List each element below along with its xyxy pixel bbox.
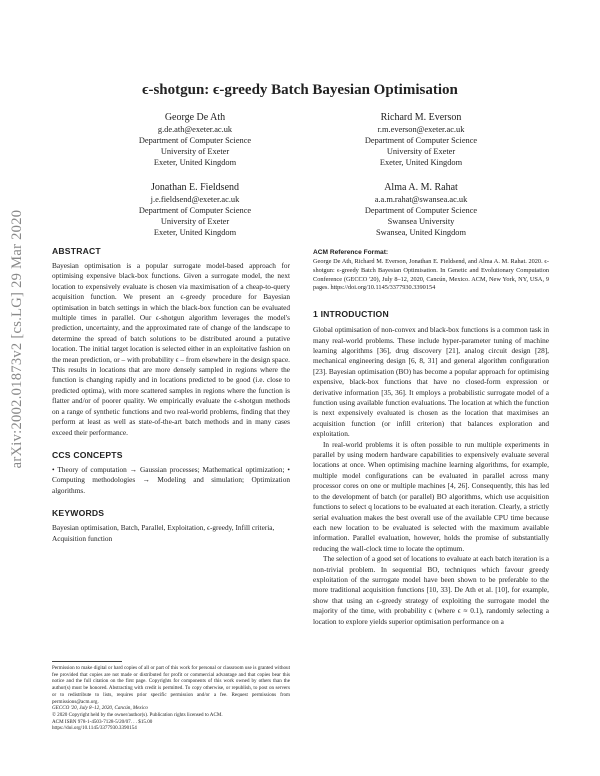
author-email: r.m.everson@exeter.ac.uk xyxy=(377,125,465,134)
intro-paragraph: In real-world problems it is often possible to run multiple experiments in parallel by using modern hardware capabilities to expensively evaluate several locations at once. When optimising machine learning algorithms, for example, multiple model configurations can be evaluated in parallel across many processor cores on one or multiple machines [4, 26]. Consequently, this has led to the development of batch (or parallel) BO algorithms, which use acquisition functions to select q locations to be evaluated at each iteration. Clearly, a strictly serial evaluation makes the best overall use of the available CPU time because each new location to be evaluated is selected with the maximum available information. Parallel evaluation, however, holds the promise of substantially reducing the wall-clock time to locate the optimum. xyxy=(313,439,549,553)
ccs-concepts: • Theory of computation → Gaussian processes; Mathematical optimization; • Computing methodologies → Modeling and simulation; Optimization algorithms. xyxy=(52,464,290,495)
right-column xyxy=(313,249,549,627)
paper-title: ϵ-shotgun: ϵ-greedy Batch Bayesian Optimisation xyxy=(142,82,458,98)
acm-reference-heading: ACM Reference Format: xyxy=(313,249,389,256)
isbn-line: ACM ISBN 978-1-4503-7128-5/20/07. . . $15.00 xyxy=(52,718,153,725)
author-email: j.e.fieldsend@exeter.ac.uk xyxy=(150,195,240,204)
keywords-heading: KEYWORDS xyxy=(52,508,105,519)
author-location: Exeter, United Kingdom xyxy=(153,158,237,167)
author-email: g.de.ath@exeter.ac.uk xyxy=(157,125,233,134)
left-column xyxy=(52,246,290,544)
abstract-text: Bayesian optimisation is a popular surrogate model-based approach for optimising expensive black-box functions. Given a surrogate model, the next location to expensively evaluate is chosen via maximisation of a cheap-to-query acquisition function. We present an ϵ-greedy procedure for Bayesian optimisation in batch settings in which the black-box function can be evaluated multiple times in parallel. Our ϵ-shotgun algorithm leverages the model's prediction, uncertainty, and the approximated rate of change of the landscape to determine the spread of batch solutions to be distributed around a putative location. The initial target location is selected either in an exploitative fashion on the mean prediction, or – with probability ϵ – from elsewhere in the design space. This results in locations that are more densely sampled in regions where the function is changing rapidly and in locations predicted to be good (i.e. close to predicted optima), with more scattered samples in regions where the function is flatter and/or of poorer quality. We empirically evaluate the ϵ-shotgun methods on a range of synthetic functions and two real-world problems, finding that they perform at least as well as state-of-the-art batch methods and in many cases exceed their performance. xyxy=(52,261,291,437)
intro-paragraph: Global optimisation of non-convex and black-box functions is a common task in many real-world problems. These include hyper-parameter tuning of machine learning algorithms [36], drug discovery [21], analog circuit design [28], mechanical engineering design [6, 8, 31] and general algorithm configuration [23]. Bayesian optimisation (BO) has become a popular approach for optimising expensive, black-box functions that have no closed-form expression or derivative information [35, 36]. It employs a probabilistic surrogate model of a function using available function evaluations. The location at which the function is next expensively evaluated is chosen as the location that maximises an acquisition function (or infill criterion) that balances exploration and exploitation. xyxy=(313,325,549,439)
permission-text: Permission to make digital or hard copies of all or part of this work for personal or classroom use is granted without fee provided that copies are not made or distributed for profit or commercial advantage and that copies bear this notice and the full citation on the first page. Copyrights for components of this work owned by others than the author(s) must be honored. Abstracting with credit is permitted. To copy otherwise, or republish, to post on servers or to redistribute to lists, requires prior specific permission and/or a fee. Request permissions from permissions@acm.org. xyxy=(52,665,290,705)
intro-paragraph: The selection of a good set of locations to evaluate at each batch iteration is a non-trivial problem. In sequential BO, techniques which favour greedy exploitation of the surrogate model have been shown to be preferable to the more traditional acquisition functions [10, 33]. De Ath et al. [10], for example, show that using an ϵ-greedy strategy of exploiting the surrogate model the majority of the time, with probability ϵ (where ϵ ≈ 0.1), randomly selecting a location to explore yields superior optimisation performance on a xyxy=(313,554,549,626)
author-location: Exeter, United Kingdom xyxy=(379,158,463,167)
keywords-text: Bayesian optimisation, Batch, Parallel, Exploitation, ϵ-greedy, Infill criteria, Acquisition function xyxy=(52,523,275,543)
author-block-2 xyxy=(326,111,516,168)
author-name: Alma A. M. Rahat xyxy=(384,182,458,193)
author-univ: University of Exeter xyxy=(386,147,456,156)
conference-line: GECCO '20, July 8–12, 2020, Cancún, Mexico xyxy=(52,705,148,712)
author-dept: Department of Computer Science xyxy=(364,136,478,145)
author-block-4 xyxy=(326,181,516,238)
author-location: Swansea, United Kingdom xyxy=(375,228,467,237)
author-univ: University of Exeter xyxy=(160,217,230,226)
copyright-line: © 2020 Copyright held by the owner/author(s). Publication rights licensed to ACM. xyxy=(52,711,223,718)
author-name: Richard M. Everson xyxy=(380,112,462,123)
author-name: George De Ath xyxy=(164,112,226,123)
permission-footnote xyxy=(52,665,290,732)
introduction-body xyxy=(313,325,549,627)
author-email: a.a.m.rahat@swansea.ac.uk xyxy=(374,195,468,204)
ccs-heading: CCS CONCEPTS xyxy=(52,449,123,460)
abstract-heading: ABSTRACT xyxy=(52,246,101,256)
author-univ: Swansea University xyxy=(387,217,455,226)
doi-line[interactable]: https://doi.org/10.1145/3377930.3390154 xyxy=(52,725,137,732)
introduction-heading: 1 INTRODUCTION xyxy=(313,309,389,320)
author-name: Jonathan E. Fieldsend xyxy=(150,182,240,193)
author-dept: Department of Computer Science xyxy=(364,206,478,215)
author-dept: Department of Computer Science xyxy=(138,136,252,145)
author-location: Exeter, United Kingdom xyxy=(153,228,237,237)
author-dept: Department of Computer Science xyxy=(138,206,252,215)
author-block-3 xyxy=(100,181,290,238)
arxiv-stamp: arXiv:2002.01873v2 [cs.LG] 29 Mar 2020 xyxy=(9,209,25,469)
footnote-rule xyxy=(52,661,122,662)
author-block-1 xyxy=(100,111,290,168)
acm-reference-text: George De Ath, Richard M. Everson, Jonathan E. Fieldsend, and Alma A. M. Rahat. 2020. ϵ-shotgun: ϵ-greedy Batch Bayesian Optimisation. In Genetic and Evolutionary Computation Conference (GECCO '20), July 8–12, 2020, Cancún, Mexico. ACM, New York, NY, USA, 9 pages. https://doi.org/10.1145/3377930.3390154 xyxy=(313,258,549,292)
author-univ: University of Exeter xyxy=(160,147,230,156)
